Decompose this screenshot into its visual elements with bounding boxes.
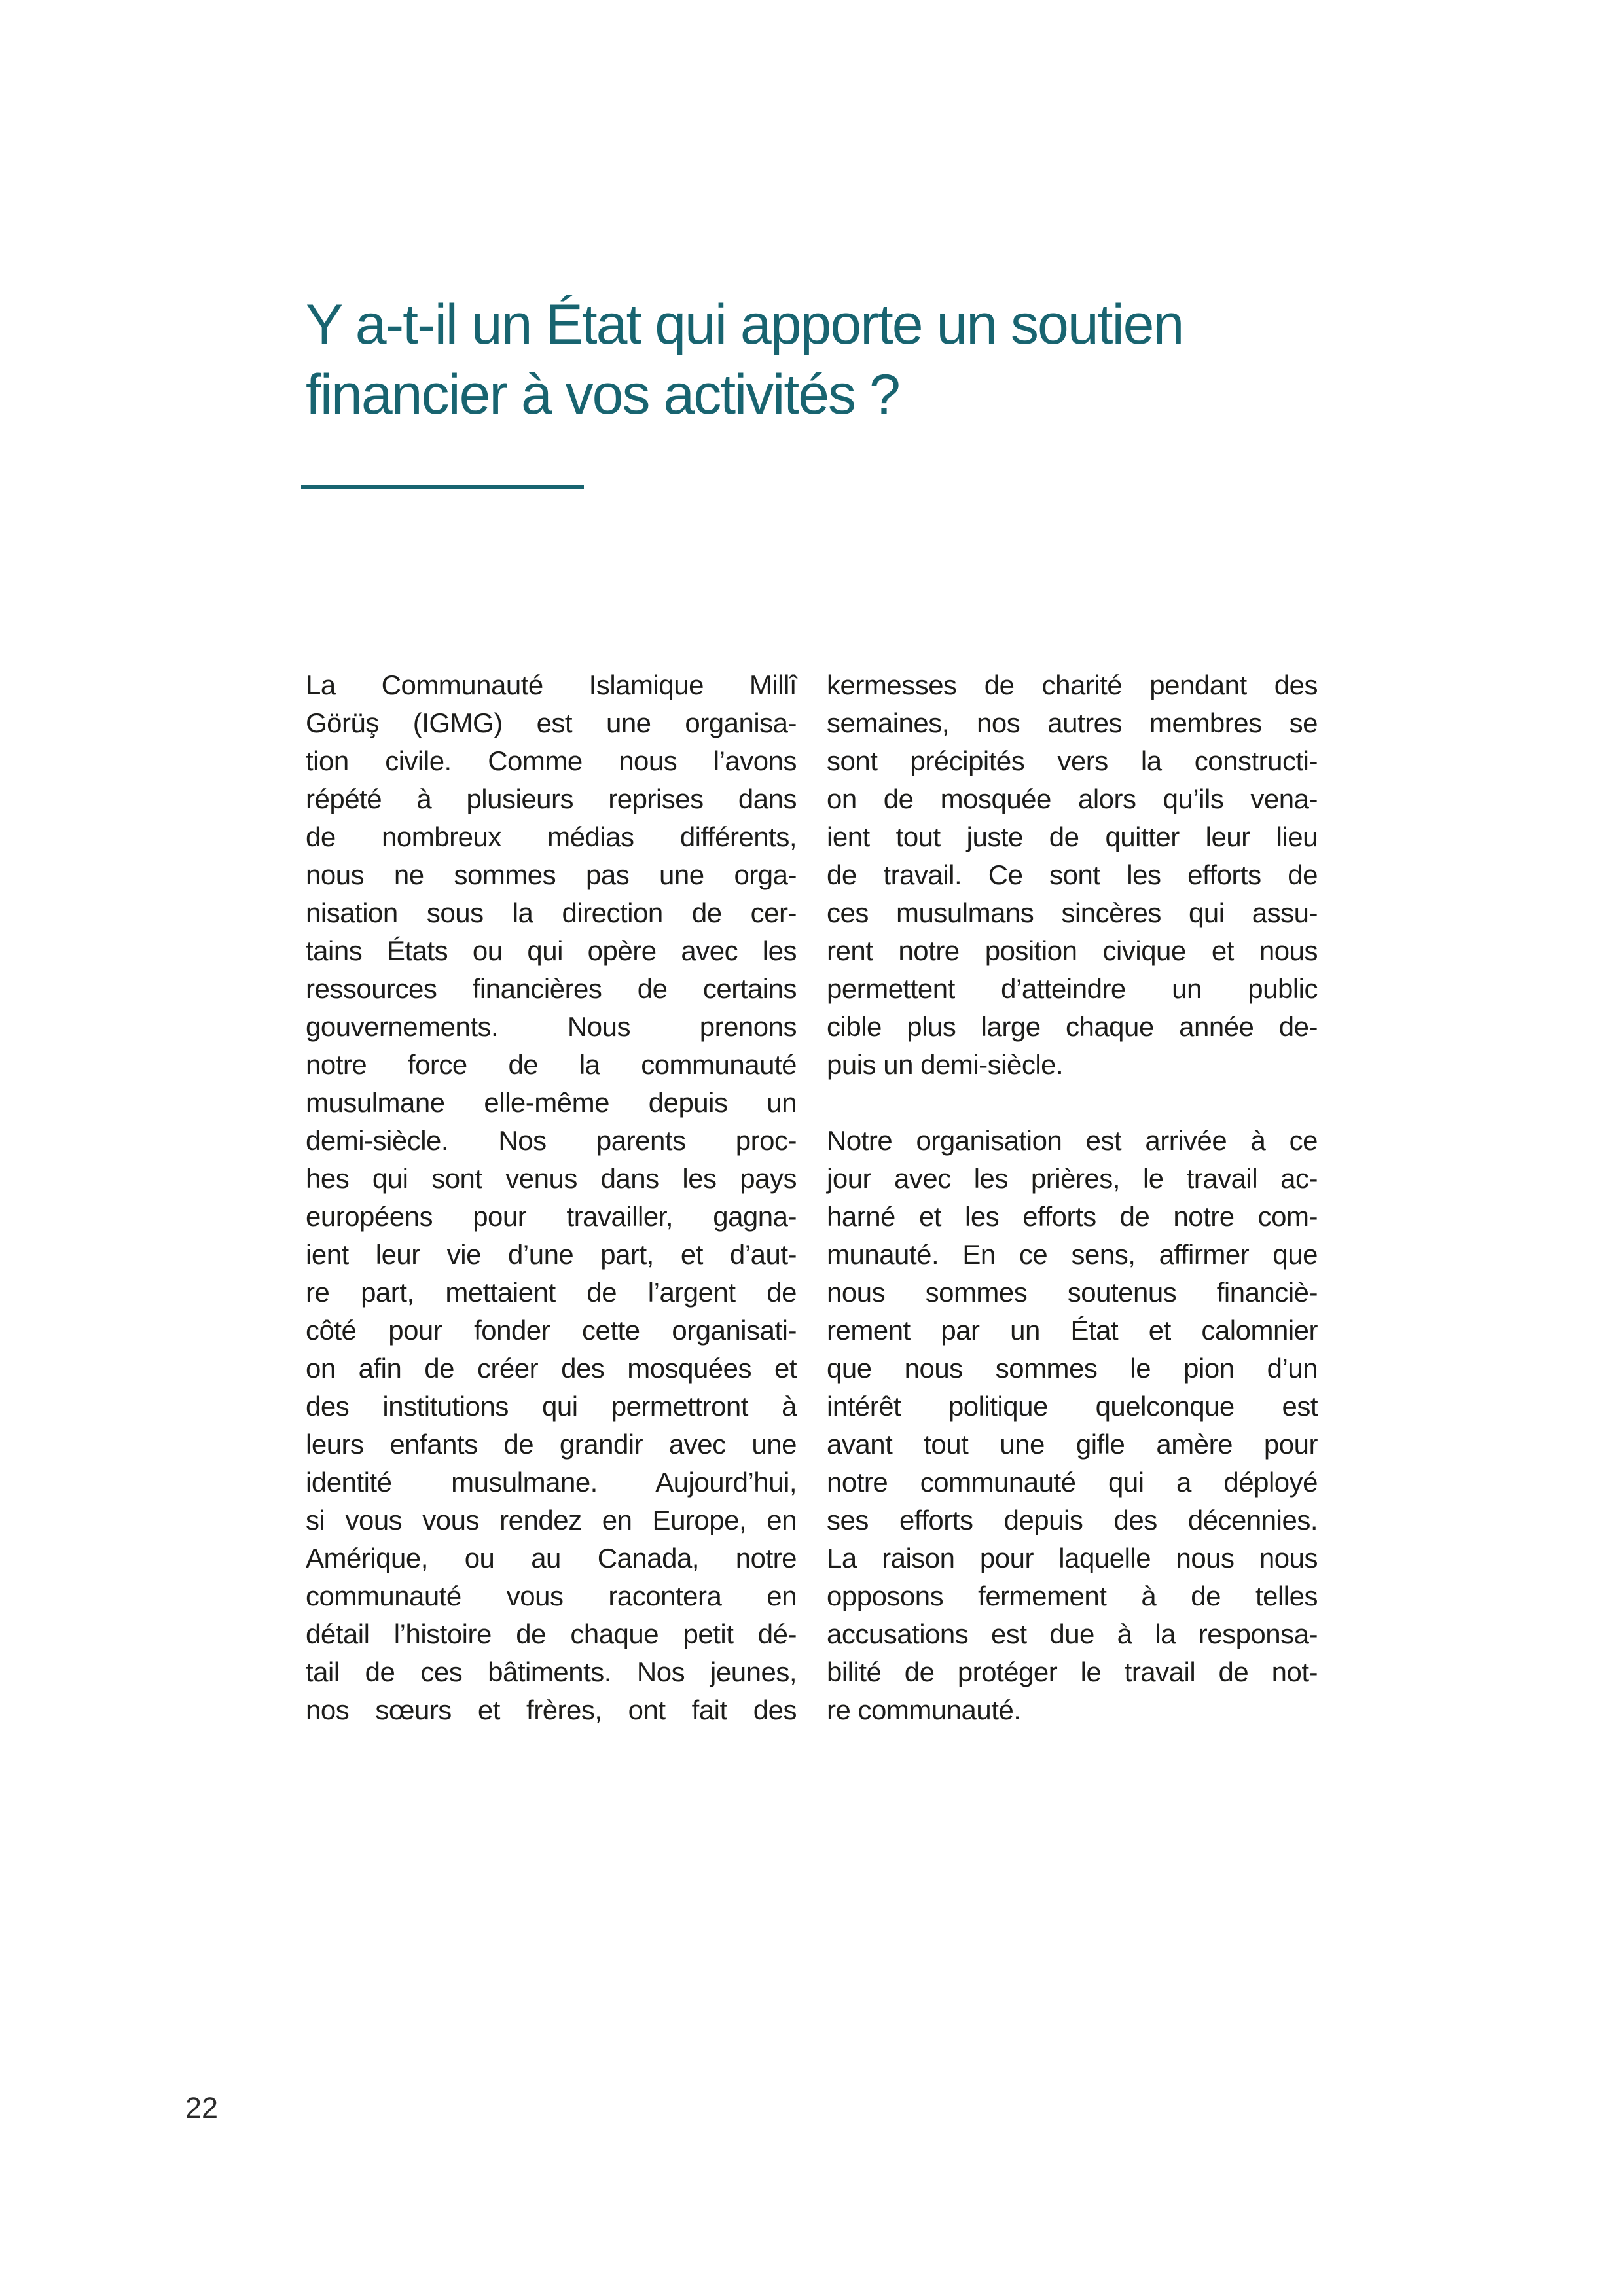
- text-line: tains États ou qui opère avec les: [306, 935, 797, 966]
- text-line: La Communauté Islamique Millî: [306, 670, 797, 700]
- text-line: ient tout juste de quitter leur lieu: [827, 821, 1318, 852]
- text-line: Notre organisation est arrivée à ce: [827, 1125, 1318, 1156]
- text-line: demi-siècle. Nos parents proc-: [306, 1125, 797, 1156]
- page-title-line-2: financier à vos activités ?: [306, 363, 899, 426]
- paragraph: [306, 666, 797, 1729]
- text-line: La raison pour laquelle nous nous: [827, 1543, 1318, 1573]
- title-divider: [301, 485, 584, 489]
- text-line: Amérique, ou au Canada, notre: [306, 1543, 797, 1573]
- text-line: semaines, nos autres membres se: [827, 708, 1318, 738]
- text-line: de nombreux médias différents,: [306, 821, 797, 852]
- paragraph: [827, 1122, 1318, 1729]
- text-line: ient leur vie d’une part, et d’aut-: [306, 1239, 797, 1270]
- text-line: kermesses de charité pendant des: [827, 670, 1318, 700]
- text-line: nos sœurs et frères, ont fait des: [306, 1695, 797, 1725]
- text-line: nisation sous la direction de cer-: [306, 897, 797, 928]
- text-line: leurs enfants de grandir avec une: [306, 1429, 797, 1460]
- text-column-left: [306, 666, 797, 1729]
- text-line: identité musulmane. Aujourd’hui,: [306, 1467, 797, 1498]
- text-line: bilité de protéger le travail de not-: [827, 1657, 1318, 1687]
- text-line: cible plus large chaque année de-: [827, 1011, 1318, 1042]
- text-line: rent notre position civique et nous: [827, 935, 1318, 966]
- page-title: [306, 290, 1183, 430]
- text-line: tail de ces bâtiments. Nos jeunes,: [306, 1657, 797, 1687]
- text-line: tion civile. Comme nous l’avons: [306, 745, 797, 776]
- text-line: accusations est due à la responsa-: [827, 1619, 1318, 1649]
- text-line: communauté vous racontera en: [306, 1581, 797, 1611]
- text-line: notre force de la communauté: [306, 1049, 797, 1080]
- text-line: si vous vous rendez en Europe, en: [306, 1505, 797, 1535]
- text-line: intérêt politique quelconque est: [827, 1391, 1318, 1422]
- text-line: côté pour fonder cette organisati-: [306, 1315, 797, 1346]
- text-line: nous ne sommes pas une orga-: [306, 859, 797, 890]
- text-line: détail l’histoire de chaque petit dé-: [306, 1619, 797, 1649]
- text-line: de travail. Ce sont les efforts de: [827, 859, 1318, 890]
- text-line: sont précipités vers la constructi-: [827, 745, 1318, 776]
- text-line: permettent d’atteindre un public: [827, 973, 1318, 1004]
- text-line: gouvernements. Nous prenons: [306, 1011, 797, 1042]
- text-line: européens pour travailler, gagna-: [306, 1201, 797, 1232]
- text-line: Görüş (IGMG) est une organisa-: [306, 708, 797, 738]
- text-line: hes qui sont venus dans les pays: [306, 1163, 797, 1194]
- text-line: notre communauté qui a déployé: [827, 1467, 1318, 1498]
- paragraph: [827, 666, 1318, 1084]
- text-line: rement par un État et calomnier: [827, 1315, 1318, 1346]
- text-line: musulmane elle-même depuis un: [306, 1087, 797, 1118]
- text-line: harné et les efforts de notre com-: [827, 1201, 1318, 1232]
- text-line: jour avec les prières, le travail ac-: [827, 1163, 1318, 1194]
- page-title-line-1: Y a-t-il un État qui apporte un soutien: [306, 293, 1183, 356]
- text-line: répété à plusieurs reprises dans: [306, 783, 797, 814]
- text-line: avant tout une gifle amère pour: [827, 1429, 1318, 1460]
- text-line: ressources financières de certains: [306, 973, 797, 1004]
- text-column-right: [827, 666, 1318, 1729]
- text-line: on de mosquée alors qu’ils vena-: [827, 783, 1318, 814]
- text-line: des institutions qui permettront à: [306, 1391, 797, 1422]
- text-line: munauté. En ce sens, affirmer que: [827, 1239, 1318, 1270]
- text-line: on afin de créer des mosquées et: [306, 1353, 797, 1384]
- text-line: ces musulmans sincères qui assu-: [827, 897, 1318, 928]
- text-line: opposons fermement à de telles: [827, 1581, 1318, 1611]
- text-line: que nous sommes le pion d’un: [827, 1353, 1318, 1384]
- text-line: re part, mettaient de l’argent de: [306, 1277, 797, 1308]
- article-body: [306, 666, 1318, 1729]
- text-line: puis un demi-siècle.: [827, 1049, 1064, 1080]
- text-line: ses efforts depuis des décennies.: [827, 1505, 1318, 1535]
- text-line: re communauté.: [827, 1695, 1021, 1725]
- text-line: nous sommes soutenus financiè-: [827, 1277, 1318, 1308]
- page-number: 22: [185, 2091, 219, 2125]
